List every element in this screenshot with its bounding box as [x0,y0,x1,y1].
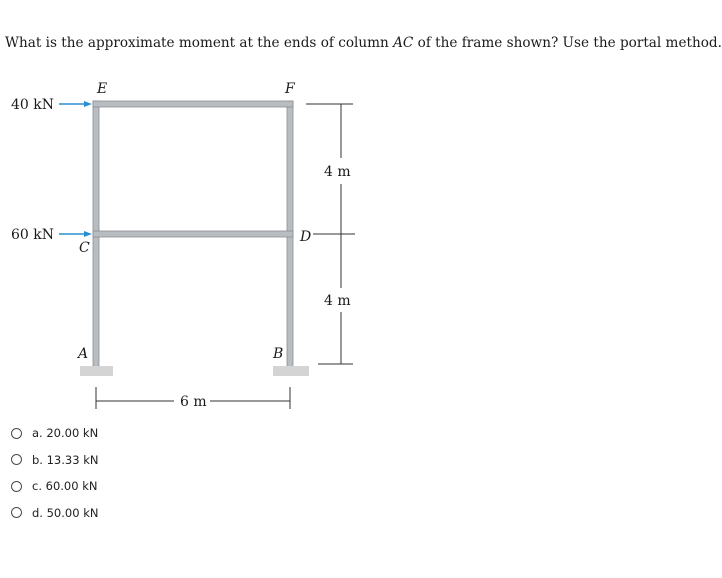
vertical-dimension [306,104,355,364]
dimension-label-span: 6 m [180,394,207,410]
option-label-b: b. 13.33 kN [32,452,99,467]
radio-button-b[interactable] [11,454,22,465]
dimension-label-upper: 4 m [324,164,351,180]
frame-members [93,101,293,367]
question-text-after: of the frame shown? Use the portal method. [413,35,722,51]
node-label-C: C [79,240,90,256]
node-label-E: E [97,81,108,97]
radio-button-d[interactable] [11,507,22,518]
option-c[interactable] [11,477,98,495]
radio-button-a[interactable] [11,428,22,439]
load-arrow-bottom [59,231,92,237]
option-d[interactable] [11,504,98,522]
option-a[interactable] [11,424,98,442]
load-label-40: 40 kN [11,97,54,113]
option-label-d: d. 50.00 kN [32,505,99,520]
question-text-before: What is the approximate moment at the ends of column [5,35,394,51]
node-label-A: A [78,346,89,362]
load-arrow-top [59,101,92,107]
option-label-a: a. 20.00 kN [32,426,99,440]
load-label-60: 60 kN [11,227,54,243]
answer-options [11,424,98,530]
option-b[interactable] [11,451,98,469]
beam-top-member [93,101,293,107]
radio-button-c[interactable] [11,481,22,492]
node-label-D: D [300,229,312,245]
beam-middle-member [93,231,293,237]
support-A [80,366,113,376]
option-label-c: c. 60.00 kN [32,479,98,493]
question-member: AC [393,35,414,51]
support-B [273,366,309,376]
dimension-label-lower: 4 m [324,293,351,309]
node-label-B: B [273,346,284,362]
node-label-F: F [285,81,295,97]
